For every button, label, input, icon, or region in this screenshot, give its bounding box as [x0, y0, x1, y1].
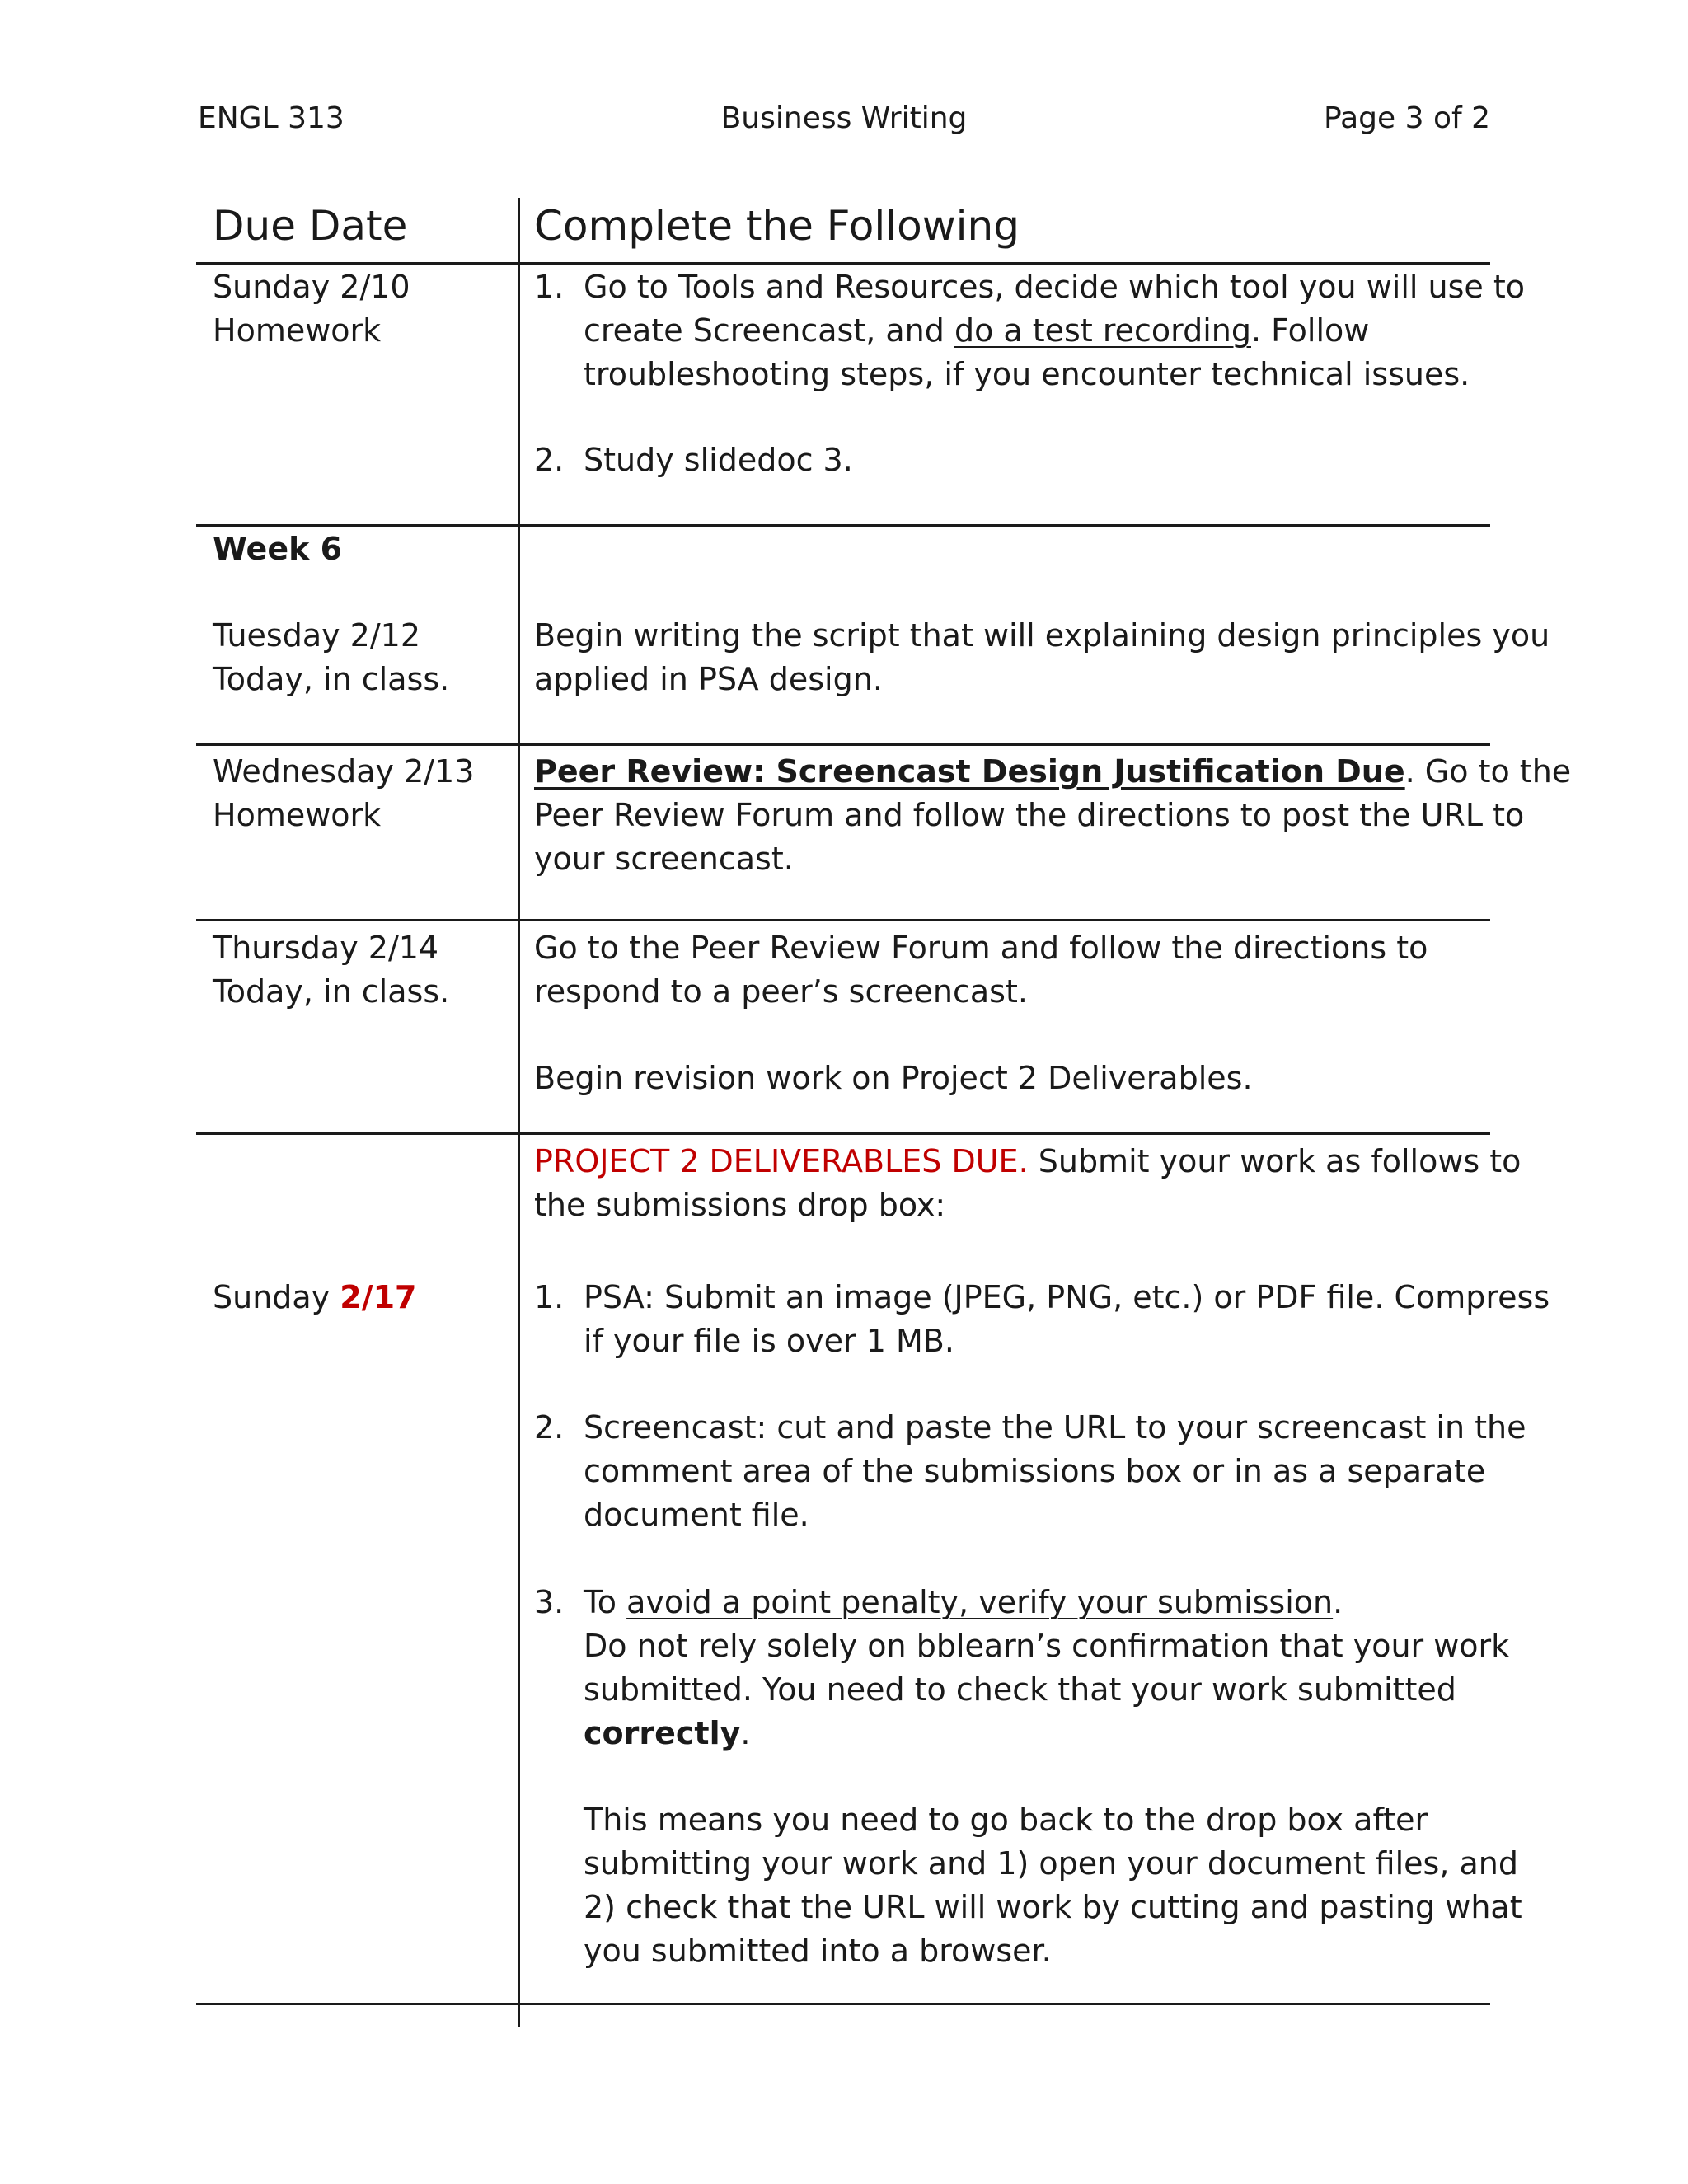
row5-item3-text: To avoid a point penalty, verify your submission. Do not rely solely on bblearn’s confirmation that your work submitted. You need to check that your work submitted correctly.	[584, 1584, 1510, 1751]
header-rule	[196, 262, 1490, 265]
row5-date: Sunday 2/17	[213, 1279, 417, 1315]
row-rule	[196, 524, 1490, 527]
row-rule	[196, 1132, 1490, 1135]
row2-text: Begin writing the script that will explaining design principles you applied in PSA design.	[534, 617, 1550, 697]
row4-date: Thursday 2/14 Today, in class.	[213, 930, 450, 1010]
row1-item2-text: Study slidedoc 3.	[584, 442, 853, 478]
deliverables-due-label: PROJECT 2 DELIVERABLES DUE.	[534, 1143, 1029, 1179]
header-title: Business Writing	[720, 101, 968, 135]
test-recording-link[interactable]: do a test recording	[954, 312, 1251, 349]
row-rule	[196, 743, 1490, 746]
row-rule	[196, 919, 1490, 921]
peer-review-due-heading: Peer Review: Screencast Design Justification Due	[534, 753, 1405, 790]
row3-date: Wednesday 2/13 Homework	[213, 753, 475, 833]
row2-week-label: Week 6	[213, 531, 343, 567]
row1-item2-number: 2.	[534, 442, 565, 478]
header-page-number: Page 3 of 2	[1324, 101, 1490, 135]
row5-item1-text: PSA: Submit an image (JPEG, PNG, etc.) or PDF file. Compress if your file is over 1 MB.	[584, 1279, 1550, 1359]
column-divider	[518, 198, 520, 2027]
row5-intro: PROJECT 2 DELIVERABLES DUE. Submit your work as follows to the submissions drop box:	[534, 1143, 1522, 1223]
verify-submission-link[interactable]: avoid a point penalty, verify your submission	[626, 1584, 1334, 1620]
row5-item3-paragraph2: This means you need to go back to the drop box after submitting your work and 1) open your document files, and 2) check that the URL will work by cutting and pasting what you submitted into a browser.	[584, 1802, 1522, 1969]
row4-text: Go to the Peer Review Forum and follow the directions to respond to a peer’s screencast.	[534, 930, 1428, 1010]
row5-item2-text: Screencast: cut and paste the URL to your screencast in the comment area of the submissions box or in as a separate document file.	[584, 1409, 1526, 1533]
due-date-highlight: 2/17	[340, 1279, 417, 1315]
row4-revision-text: Begin revision work on Project 2 Deliverables.	[534, 1060, 1253, 1096]
column-heading-due-date: Due Date	[213, 202, 408, 250]
header-course: ENGL 313	[198, 101, 345, 135]
row1-item1-number: 1.	[534, 269, 565, 305]
row5-item1-number: 1.	[534, 1279, 565, 1315]
row1-item1-text: Go to Tools and Resources, decide which tool you will use to create Screencast, and do a test recording. Follow troubleshooting steps, if you encounter technical issues.	[584, 269, 1526, 392]
row5-item2-number: 2.	[534, 1409, 565, 1446]
table-bottom-rule	[196, 2003, 1490, 2005]
row2-date: Tuesday 2/12 Today, in class.	[213, 617, 450, 697]
row5-item3-number: 3.	[534, 1584, 565, 1620]
row1-date: Sunday 2/10 Homework	[213, 269, 410, 349]
column-heading-complete: Complete the Following	[534, 202, 1020, 250]
row3-text: Peer Review: Screencast Design Justification Due. Go to the Peer Review Forum and follow the directions to post the URL to your screencast.	[534, 753, 1572, 877]
